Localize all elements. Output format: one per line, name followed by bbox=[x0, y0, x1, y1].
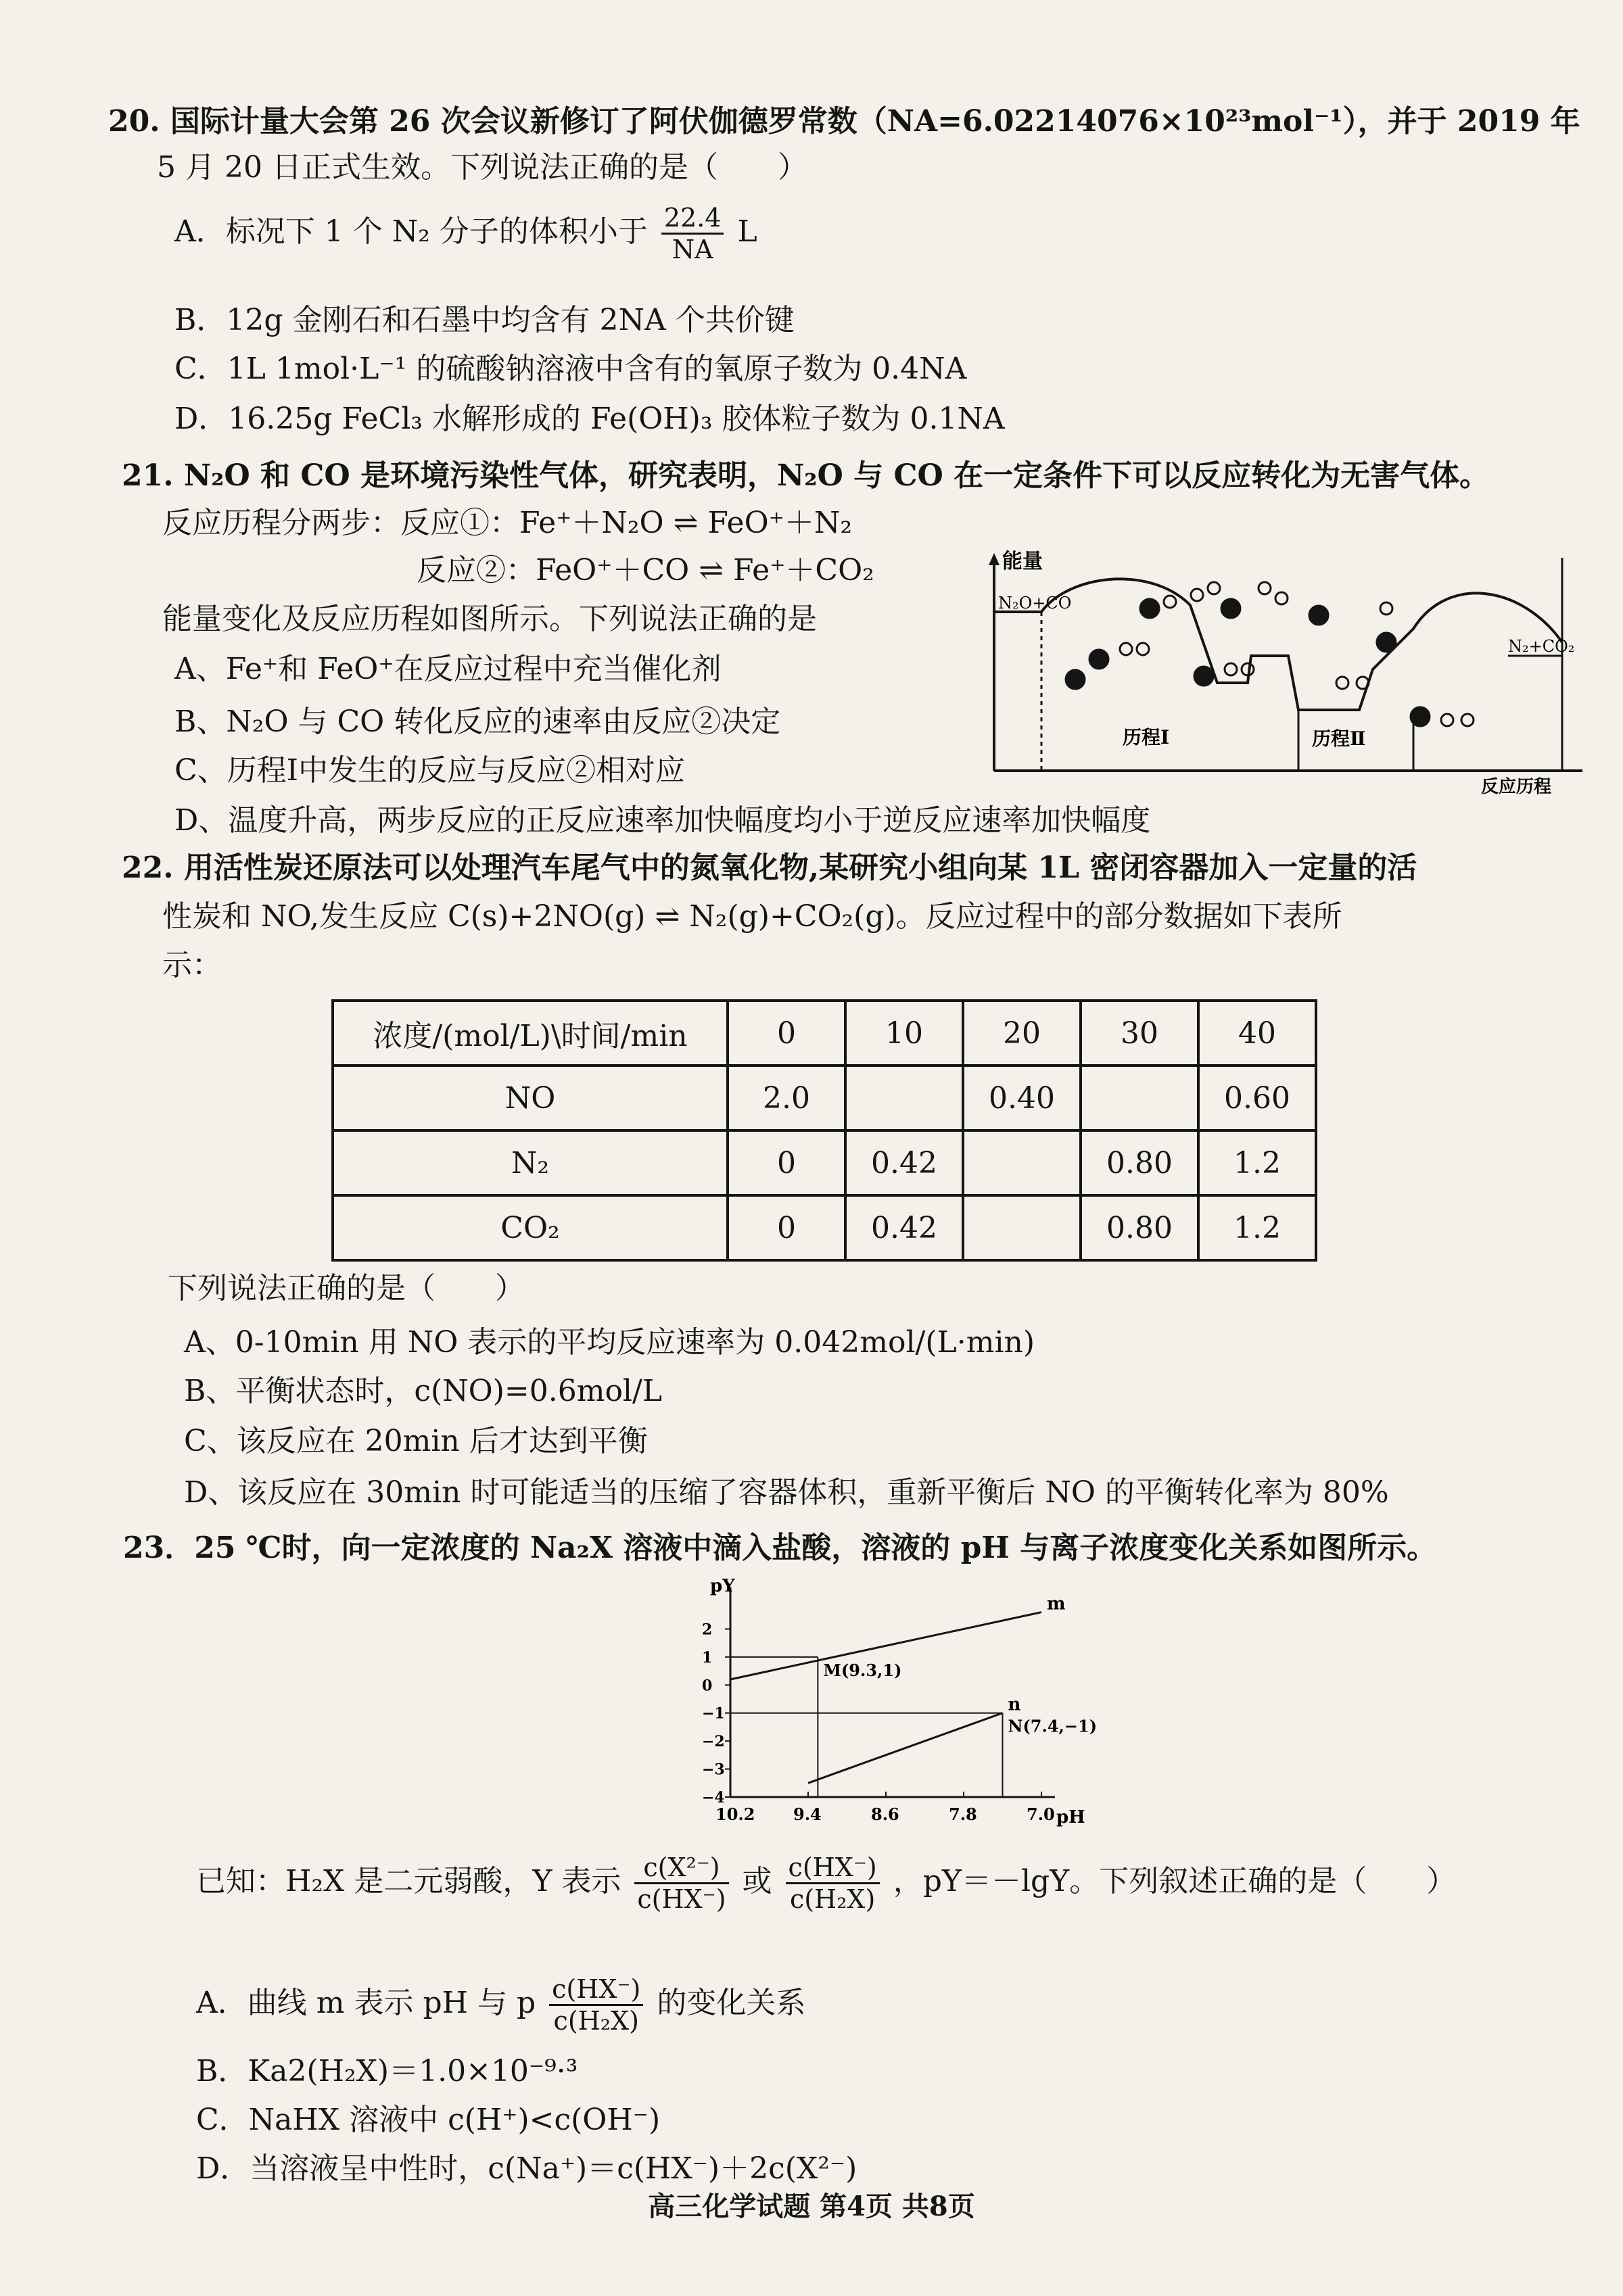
q22-option-b: B、平衡状态时，c(NO)=0.6mol/L bbox=[184, 1374, 663, 1408]
table-cell: 1.2 bbox=[1198, 1130, 1316, 1195]
q23-known-text: 已知：H₂X 是二元弱酸，Y 表示 bbox=[196, 1864, 621, 1898]
page-footer: 高三化学试题 第4页 共8页 bbox=[648, 2191, 975, 2222]
q22-option-d: D、该反应在 30min 时可能适当的压缩了容器体积，重新平衡后 NO 的平衡转化率为 80% bbox=[184, 1475, 1389, 1510]
q21-option-b: B、N₂O 与 CO 转化反应的速率由反应②决定 bbox=[174, 704, 781, 739]
q23-option-d: D．当溶液呈中性时，c(Na⁺)＝c(HX⁻)＋2c(X²⁻) bbox=[196, 2151, 857, 2186]
table-cell: CO₂ bbox=[333, 1195, 728, 1260]
table-cell bbox=[845, 1066, 963, 1130]
table-cell: 0.42 bbox=[845, 1195, 963, 1260]
unit: L bbox=[737, 214, 757, 249]
product-level-label: N₂+CO₂ bbox=[1508, 637, 1575, 656]
annotation-label: N(7.4,−1) bbox=[1008, 1716, 1098, 1736]
q21-option-d: D、温度升高，两步反应的正反应速率加快幅度均小于逆反应速率加快幅度 bbox=[174, 803, 1151, 838]
q20-option-b: B．12g 金刚石和石墨中均含有 2NA 个共价键 bbox=[174, 303, 795, 337]
concentration-table bbox=[331, 999, 1317, 1262]
table-row bbox=[333, 1066, 1316, 1130]
y-tick-label: 0 bbox=[702, 1677, 713, 1695]
q22-option-a: A、0-10min 用 NO 表示的平均反应速率为 0.042mol/(L·min) bbox=[184, 1325, 1035, 1360]
fraction bbox=[661, 203, 724, 264]
table-cell: 0.40 bbox=[963, 1066, 1081, 1130]
table-cell: N₂ bbox=[333, 1130, 728, 1195]
fraction-numerator: c(HX⁻) bbox=[549, 1974, 643, 2006]
table-header-cell: 40 bbox=[1198, 1001, 1316, 1066]
table-cell: 0 bbox=[728, 1195, 845, 1260]
fraction-numerator: c(X²⁻) bbox=[634, 1852, 728, 1884]
table-cell: 2.0 bbox=[728, 1066, 845, 1130]
q22-stem-line3: 示： bbox=[162, 948, 222, 982]
q23-option-a bbox=[196, 1974, 805, 2036]
table-row bbox=[333, 1195, 1316, 1260]
q23-known-tail: ，pY＝－lgY。下列叙述正确的是（ ） bbox=[893, 1864, 1457, 1898]
q21-stem-line4: 能量变化及反应历程如图所示。下列说法正确的是 bbox=[162, 602, 817, 636]
y-tick-label: −1 bbox=[702, 1704, 725, 1723]
x-tick-label: 10.2 bbox=[715, 1804, 755, 1824]
y-tick-label: 2 bbox=[702, 1621, 713, 1639]
table-cell: 0 bbox=[728, 1130, 845, 1195]
ph-chart bbox=[676, 1574, 1109, 1831]
x-axis-label: pH bbox=[1056, 1807, 1085, 1827]
q23-known-or: 或 bbox=[742, 1864, 772, 1898]
fraction-numerator: c(HX⁻) bbox=[786, 1852, 880, 1884]
table-cell: 1.2 bbox=[1198, 1195, 1316, 1260]
y-tick-label: −3 bbox=[702, 1761, 725, 1779]
q20-stem-line2: 5 月 20 日正式生效。下列说法正确的是（ ） bbox=[157, 150, 807, 185]
table-header-cell: 30 bbox=[1081, 1001, 1198, 1066]
x-axis-label: 反应历程 bbox=[1481, 777, 1552, 797]
q20-option-a-text: A．标况下 1 个 N₂ 分子的体积小于 bbox=[174, 214, 648, 249]
q23-option-b: B．Ka2(H₂X)＝1.0×10⁻⁹·³ bbox=[196, 2054, 578, 2088]
table-cell: NO bbox=[333, 1066, 728, 1130]
table-header-row bbox=[333, 1001, 1316, 1066]
table-cell: 0.80 bbox=[1081, 1195, 1198, 1260]
table-cell bbox=[963, 1130, 1081, 1195]
x-tick-label: 9.4 bbox=[793, 1804, 822, 1824]
reactant-level-label: N₂O+CO bbox=[998, 594, 1072, 613]
q20-option-a bbox=[174, 203, 757, 264]
q23-known bbox=[196, 1852, 1456, 1914]
y-tick-label: 1 bbox=[702, 1648, 713, 1667]
fraction-denominator: c(H₂X) bbox=[789, 1884, 876, 1914]
series-line-n bbox=[808, 1713, 1003, 1784]
x-tick-label: 7.0 bbox=[1027, 1804, 1055, 1824]
stage-2-label: 历程Ⅱ bbox=[1312, 727, 1366, 750]
q22-option-c: C、该反应在 20min 后才达到平衡 bbox=[184, 1424, 648, 1458]
energy-profile-figure bbox=[981, 548, 1589, 798]
table-header-cell: 20 bbox=[963, 1001, 1081, 1066]
x-tick-label: 7.8 bbox=[949, 1804, 977, 1824]
series-label-n: n bbox=[1008, 1694, 1021, 1715]
fraction-numerator: 22.4 bbox=[661, 203, 724, 235]
y-axis-arrow-icon bbox=[989, 553, 999, 565]
q22-stem-line1: 22. 用活性炭还原法可以处理汽车尾气中的氮氧化物,某研究小组向某 1L 密闭容器加入一定量的活 bbox=[122, 851, 1417, 885]
table-cell: 0.42 bbox=[845, 1130, 963, 1195]
q23-option-a-tail: 的变化关系 bbox=[657, 1986, 806, 2020]
q23-stem: 23．25 ℃时，向一定浓度的 Na₂X 溶液中滴入盐酸，溶液的 pH 与离子浓度变化关系如图所示。 bbox=[123, 1531, 1437, 1565]
molecule-icons bbox=[1066, 582, 1474, 726]
q20-option-c: C．1L 1mol·L⁻¹ 的硫酸钠溶液中含有的氧原子数为 0.4NA bbox=[174, 352, 967, 386]
series-label-m: m bbox=[1047, 1594, 1066, 1615]
y-tick-label: −4 bbox=[702, 1789, 725, 1807]
fraction bbox=[549, 1974, 643, 2036]
table-row bbox=[333, 1130, 1316, 1195]
q22-stem-line2: 性炭和 NO,发生反应 C(s)+2NO(g) ⇌ N₂(g)+CO₂(g)。反应过程中的部分数据如下表所 bbox=[162, 899, 1342, 934]
x-tick-label: 8.6 bbox=[871, 1804, 899, 1824]
q20-stem-line1: 20. 国际计量大会第 26 次会议新修订了阿伏伽德罗常数（NA=6.02214076×10²³mol⁻¹），并于 2019 年 bbox=[108, 104, 1580, 139]
q20-option-d: D．16.25g FeCl₃ 水解形成的 Fe(OH)₃ 胶体粒子数为 0.1NA bbox=[174, 402, 1005, 436]
fraction-denominator: c(H₂X) bbox=[553, 2006, 639, 2036]
table-cell: 0.60 bbox=[1198, 1066, 1316, 1130]
q21-option-c: C、历程Ⅰ中发生的反应与反应②相对应 bbox=[174, 753, 686, 788]
fraction-denominator: NA bbox=[672, 235, 713, 264]
energy-curve bbox=[994, 579, 1562, 710]
table-cell bbox=[963, 1195, 1081, 1260]
table-header-cell: 浓度/(mol/L)\时间/min bbox=[333, 1001, 728, 1066]
table-header-cell: 10 bbox=[845, 1001, 963, 1066]
q21-stem-line3: 反应②：FeO⁺＋CO ⇌ Fe⁺＋CO₂ bbox=[417, 553, 874, 588]
annotation-label: M(9.3,1) bbox=[823, 1660, 902, 1680]
q23-option-c: C．NaHX 溶液中 c(H⁺)<c(OH⁻) bbox=[196, 2103, 661, 2137]
q23-option-a-text: A．曲线 m 表示 pH 与 p bbox=[196, 1986, 536, 2020]
q22-question: 下列说法正确的是（ ） bbox=[168, 1271, 525, 1306]
y-axis-label: pY bbox=[710, 1576, 735, 1596]
y-tick-label: −2 bbox=[702, 1733, 725, 1751]
q21-option-a: A、Fe⁺和 FeO⁺在反应过程中充当催化剂 bbox=[174, 652, 722, 686]
fraction-denominator: c(HX⁻) bbox=[637, 1884, 726, 1914]
y-axis-label: 能量 bbox=[1002, 550, 1043, 573]
fraction bbox=[634, 1852, 728, 1914]
table-cell: 0.80 bbox=[1081, 1130, 1198, 1195]
table-cell bbox=[1081, 1066, 1198, 1130]
q21-stem-line1: 21. N₂O 和 CO 是环境污染性气体，研究表明，N₂O 与 CO 在一定条件下可以反应转化为无害气体。 bbox=[122, 458, 1490, 493]
stage-1-label: 历程Ⅰ bbox=[1123, 726, 1170, 748]
fraction bbox=[786, 1852, 880, 1914]
q21-stem-line2: 反应历程分两步：反应①：Fe⁺＋N₂O ⇌ FeO⁺＋N₂ bbox=[162, 506, 853, 540]
table-header-cell: 0 bbox=[728, 1001, 845, 1066]
